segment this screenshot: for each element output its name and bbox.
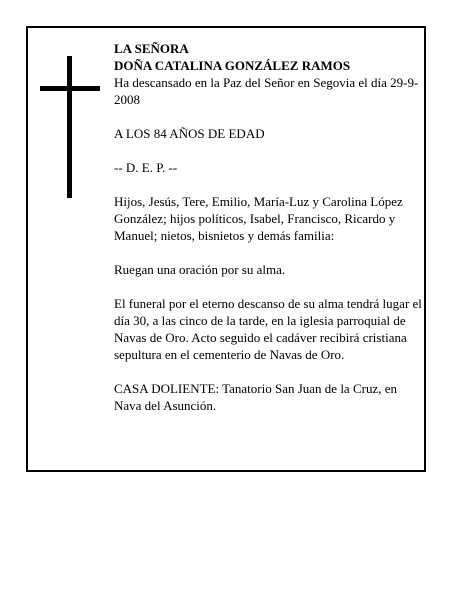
mourning-house-line: CASA DOLIENTE: Tanatorio San Juan de la Cruz, en Nava del Asunción. [114, 381, 397, 413]
age-line: A LOS 84 AÑOS DE EDAD [114, 126, 265, 141]
cross-icon [40, 56, 100, 198]
cross-horizontal-bar [40, 86, 100, 91]
obituary-notice [26, 26, 426, 472]
obituary-text [114, 40, 422, 414]
heading-line-1: LA SEÑORA [114, 41, 189, 56]
funeral-line: El funeral por el eterno descanso de su alma tendrá lugar el día 30, a las cinco de la tarde, en la iglesia parroquial de Navas de Oro. Acto seguido el cadáver recibirá cristiana sepultura en el cementerio de Navas de Oro. [114, 296, 422, 362]
rip-line: -- D. E. P. -- [114, 160, 178, 175]
family-line: Hijos, Jesús, Tere, Emilio, María-Luz y Carolina López González; hijos políticos, Isabel, Francisco, Ricardo y Manuel; nietos, bisnietos y demás familia: [114, 194, 403, 243]
rested-line: Ha descansado en la Paz del Señor en Segovia el día 29-9-2008 [114, 75, 419, 107]
cross-vertical-bar [67, 56, 72, 198]
prayer-line: Ruegan una oración por su alma. [114, 262, 286, 277]
deceased-name: DOÑA CATALINA GONZÁLEZ RAMOS [114, 58, 351, 73]
